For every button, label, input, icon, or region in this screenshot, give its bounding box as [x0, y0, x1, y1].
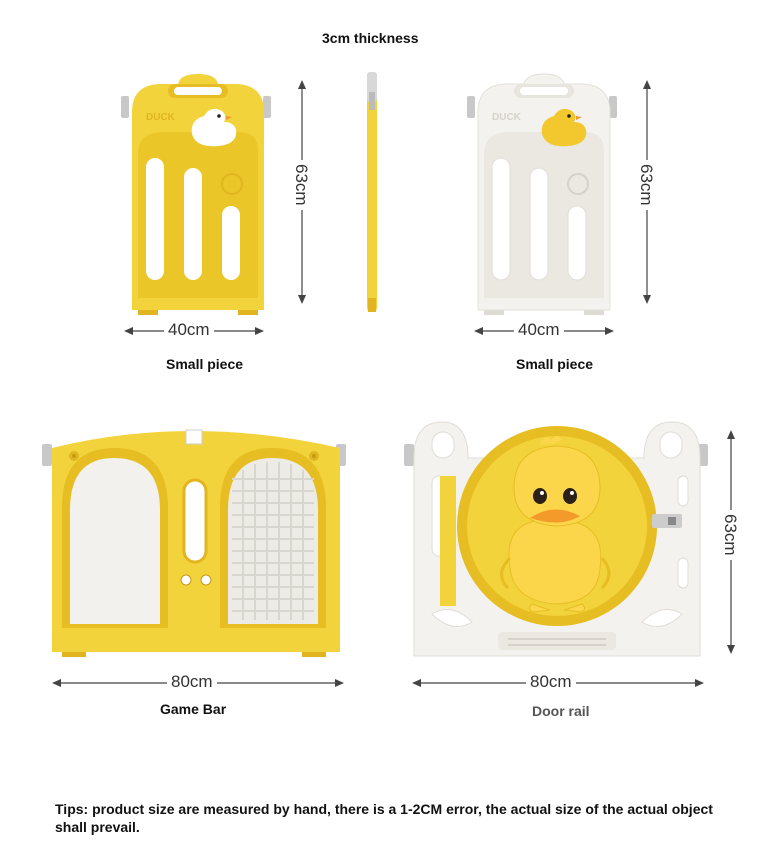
panel1-height-label: 63cm — [291, 160, 311, 210]
duck-emboss-text: DUCK — [492, 112, 521, 123]
panel4-caption: Door rail — [532, 703, 590, 719]
thickness-label: 3cm thickness — [322, 30, 419, 46]
yellow-small-panel — [118, 72, 278, 317]
panel-side-view — [364, 72, 380, 314]
panel1-caption: Small piece — [166, 356, 244, 372]
tips-note: Tips: product size are measured by hand, there is a 1-2CM error, the actual size of the actual object shall prevail. — [55, 801, 713, 835]
panel4-height-label: 63cm — [720, 510, 740, 560]
white-small-panel — [464, 72, 624, 317]
game-bar-panel — [40, 418, 352, 662]
panel3-width-label: 80cm — [167, 672, 217, 692]
panel2-width-label: 40cm — [514, 320, 564, 340]
panel1-width-label: 40cm — [164, 320, 214, 340]
panel4-width-label: 80cm — [526, 672, 576, 692]
panel2-caption: Small piece — [516, 356, 594, 372]
door-rail-panel — [402, 418, 712, 662]
panel2-height-label: 63cm — [636, 160, 656, 210]
duck-emboss-text: DUCK — [146, 112, 175, 123]
panel3-caption: Game Bar — [160, 701, 227, 717]
